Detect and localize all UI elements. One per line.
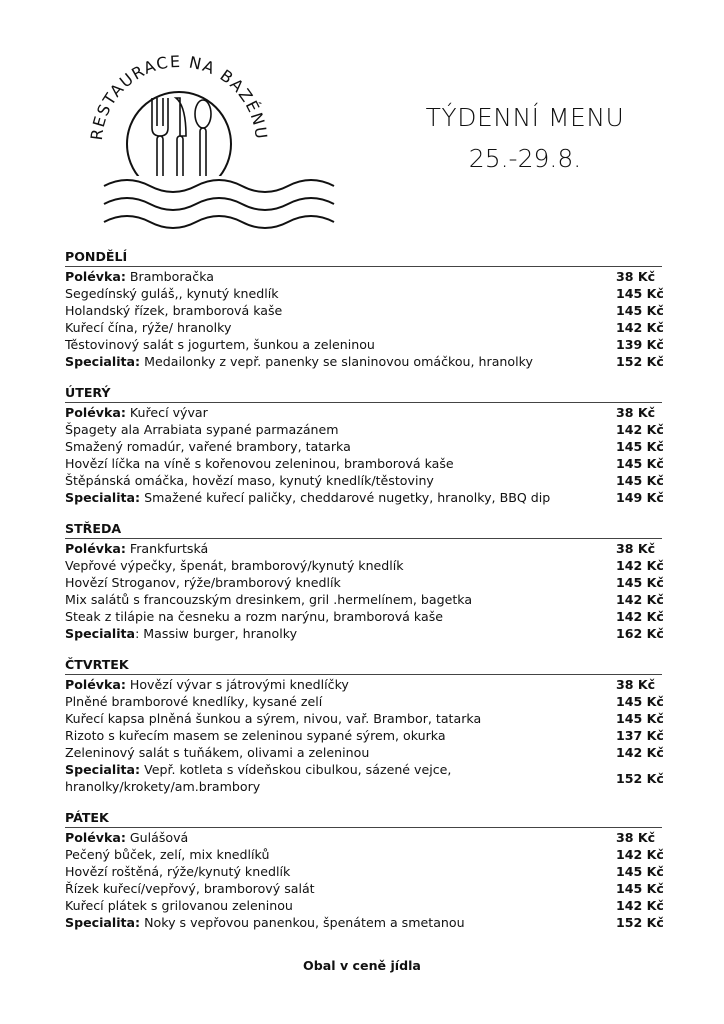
dish-name: Smažené kuřecí paličky, cheddarové nugetky, hranolky, BBQ dip (140, 490, 551, 505)
dish-price: 142 Kč (616, 745, 664, 760)
dish-name: Kuřecí čína, rýže/ hranolky (65, 320, 232, 335)
dish-text (65, 489, 616, 506)
day-section (65, 656, 662, 795)
dish-price: 142 Kč (616, 609, 664, 624)
dish-label: Polévka: (65, 405, 126, 420)
dish-name: Holandský řízek, bramborová kaše (65, 303, 283, 318)
dish-name: Vepřové výpečky, špenát, bramborový/kynutý knedlík (65, 558, 404, 573)
day-name: ČTVRTEK (65, 656, 662, 675)
dish-text (65, 676, 616, 693)
dish-price: 152 Kč (616, 770, 664, 786)
menu-item (65, 472, 662, 489)
dish-name: Steak z tilápie na česneku a rozm narýnu, bramborová kaše (65, 609, 444, 624)
dish-price: 142 Kč (616, 898, 664, 913)
dish-name: Řízek kuřecí/vepřový, bramborový salát (65, 881, 315, 896)
dish-name: Pečený bůček, zelí, mix knedlíků (65, 847, 270, 862)
dish-name: Špagety ala Arrabiata sypané parmazánem (65, 422, 339, 437)
dish-name: Plněné bramborové knedlíky, kysané zelí (65, 694, 323, 709)
menu-item (65, 727, 662, 744)
dish-name: Hovězí roštěná, rýže/kynutý knedlík (65, 864, 291, 879)
menu-item (65, 540, 662, 557)
dish-name: Kuřecí vývar (125, 405, 208, 420)
menu-dates: 25.-29.8. (468, 144, 582, 173)
dish-text (65, 727, 616, 744)
dish-text (65, 472, 616, 489)
menu-item (65, 676, 662, 693)
dish-name: : Massiw burger, hranolky (135, 626, 298, 641)
menu-item (65, 880, 662, 897)
dish-price: 145 Kč (616, 881, 664, 896)
dish-price: 137 Kč (616, 728, 664, 743)
dish-price: 38 Kč (616, 405, 656, 420)
day-section (65, 520, 662, 642)
dish-label: Polévka: (65, 677, 126, 692)
dish-name: Hovězí líčka na víně s kořenovou zeleninou, bramborová kaše (65, 456, 454, 471)
menu-item (65, 863, 662, 880)
dish-text (65, 761, 616, 795)
dish-text (65, 353, 616, 370)
packaging-note: Obal v ceně jídla (303, 958, 421, 973)
menu-title: TÝDENNÍ MENU (425, 103, 625, 132)
dish-name: Kuřecí plátek s grilovanou zeleninou (65, 898, 293, 913)
dish-text (65, 608, 616, 625)
dish-text (65, 625, 616, 642)
dish-name: Kuřecí kapsa plněná šunkou a sýrem, nivou, vař. Brambor, tatarka (65, 711, 482, 726)
menu-item (65, 693, 662, 710)
dish-price: 162 Kč (616, 626, 664, 641)
dish-label: Specialita: (65, 354, 141, 369)
dish-price: 142 Kč (616, 558, 664, 573)
dish-name: Gulášová (125, 830, 189, 845)
dish-name: Těstovinový salát s jogurtem, šunkou a zeleninou (65, 337, 375, 352)
dish-price: 145 Kč (616, 864, 664, 879)
dish-text (65, 846, 616, 863)
menu-item (65, 353, 662, 370)
dish-name: Segedínský guláš,, kynutý knedlík (65, 286, 279, 301)
dish-name: Frankfurtská (125, 541, 209, 556)
dish-text (65, 863, 616, 880)
logo-text: RESTAURACE NA BAZÉNU (86, 51, 272, 142)
dish-price: 142 Kč (616, 847, 664, 862)
menu-item (65, 846, 662, 863)
menu-item (65, 608, 662, 625)
menu-item (65, 302, 662, 319)
dish-price: 145 Kč (616, 303, 664, 318)
menu-item (65, 285, 662, 302)
day-section (65, 248, 662, 370)
dish-name: Mix salátů s francouzským dresinkem, gril .hermelínem, bagetka (65, 592, 473, 607)
menu-item (65, 438, 662, 455)
dish-price: 38 Kč (616, 830, 656, 845)
menu-item (65, 591, 662, 608)
menu-item (65, 404, 662, 421)
dish-price: 145 Kč (616, 439, 664, 454)
dish-text (65, 319, 616, 336)
menu-item (65, 914, 662, 931)
weekly-menu (65, 248, 662, 945)
dish-label: Polévka: (65, 541, 126, 556)
dish-price: 38 Kč (616, 677, 656, 692)
dish-name: Zeleninový salát s tuňákem, olivami a zeleninou (65, 745, 370, 760)
dish-label: Polévka: (65, 830, 126, 845)
dish-text (65, 404, 616, 421)
dish-text (65, 438, 616, 455)
day-section (65, 809, 662, 931)
plate-cutlery-icon (72, 36, 342, 236)
day-name: STŘEDA (65, 520, 662, 539)
menu-item (65, 829, 662, 846)
dish-text (65, 557, 616, 574)
dish-price: 145 Kč (616, 286, 664, 301)
menu-item (65, 455, 662, 472)
dish-price: 142 Kč (616, 422, 664, 437)
dish-price: 145 Kč (616, 694, 664, 709)
dish-name: Vepř. kotleta s vídeňskou cibulkou, sázené vejce, hranolky/krokety/am.brambory (65, 762, 452, 794)
menu-item (65, 268, 662, 285)
day-section (65, 384, 662, 506)
dish-price: 142 Kč (616, 592, 664, 607)
dish-price: 149 Kč (616, 490, 664, 505)
restaurant-logo (72, 36, 342, 236)
dish-price: 38 Kč (616, 269, 656, 284)
dish-text (65, 268, 616, 285)
dish-text (65, 693, 616, 710)
dish-text (65, 744, 616, 761)
dish-name: Rizoto s kuřecím masem se zeleninou sypané sýrem, okurka (65, 728, 446, 743)
menu-item (65, 625, 662, 642)
dish-name: Bramboračka (125, 269, 214, 284)
dish-price: 38 Kč (616, 541, 656, 556)
dish-text (65, 829, 616, 846)
menu-heading (400, 102, 650, 176)
menu-item (65, 761, 662, 795)
dish-text (65, 914, 616, 931)
menu-item (65, 336, 662, 353)
dish-name: Hovězí vývar s játrovými knedlíčky (125, 677, 349, 692)
menu-item (65, 897, 662, 914)
dish-text (65, 455, 616, 472)
dish-text (65, 540, 616, 557)
day-name: ÚTERÝ (65, 384, 662, 403)
dish-price: 145 Kč (616, 711, 664, 726)
dish-name: Hovězí Stroganov, rýže/bramborový knedlík (65, 575, 341, 590)
dish-label: Specialita: (65, 490, 141, 505)
dish-label: Specialita: (65, 762, 141, 777)
dish-text (65, 421, 616, 438)
dish-label: Polévka: (65, 269, 126, 284)
svg-text:RESTAURACE NA BAZÉNU (87, 52, 271, 141)
dish-price: 152 Kč (616, 915, 664, 930)
dish-label: Specialita (65, 626, 136, 641)
day-name: PÁTEK (65, 809, 662, 828)
dish-name: Štěpánská omáčka, hovězí maso, kynutý knedlík/těstoviny (65, 473, 434, 488)
dish-price: 145 Kč (616, 575, 664, 590)
menu-item (65, 710, 662, 727)
dish-price: 145 Kč (616, 473, 664, 488)
dish-price: 152 Kč (616, 354, 664, 369)
dish-text (65, 897, 616, 914)
dish-name: Smažený romadúr, vařené brambory, tatarka (65, 439, 351, 454)
dish-text (65, 302, 616, 319)
dish-name: Medailonky z vepř. panenky se slaninovou omáčkou, hranolky (140, 354, 533, 369)
dish-text (65, 574, 616, 591)
dish-text (65, 285, 616, 302)
menu-item (65, 421, 662, 438)
dish-text (65, 591, 616, 608)
dish-text (65, 880, 616, 897)
menu-item (65, 489, 662, 506)
dish-price: 145 Kč (616, 456, 664, 471)
dish-label: Specialita: (65, 915, 141, 930)
menu-item (65, 557, 662, 574)
menu-item (65, 744, 662, 761)
dish-price: 142 Kč (616, 320, 664, 335)
dish-price: 139 Kč (616, 337, 664, 352)
dish-name: Noky s vepřovou panenkou, špenátem a smetanou (140, 915, 465, 930)
dish-text (65, 710, 616, 727)
menu-item (65, 319, 662, 336)
menu-item (65, 574, 662, 591)
day-name: PONDĚLÍ (65, 248, 662, 267)
dish-text (65, 336, 616, 353)
